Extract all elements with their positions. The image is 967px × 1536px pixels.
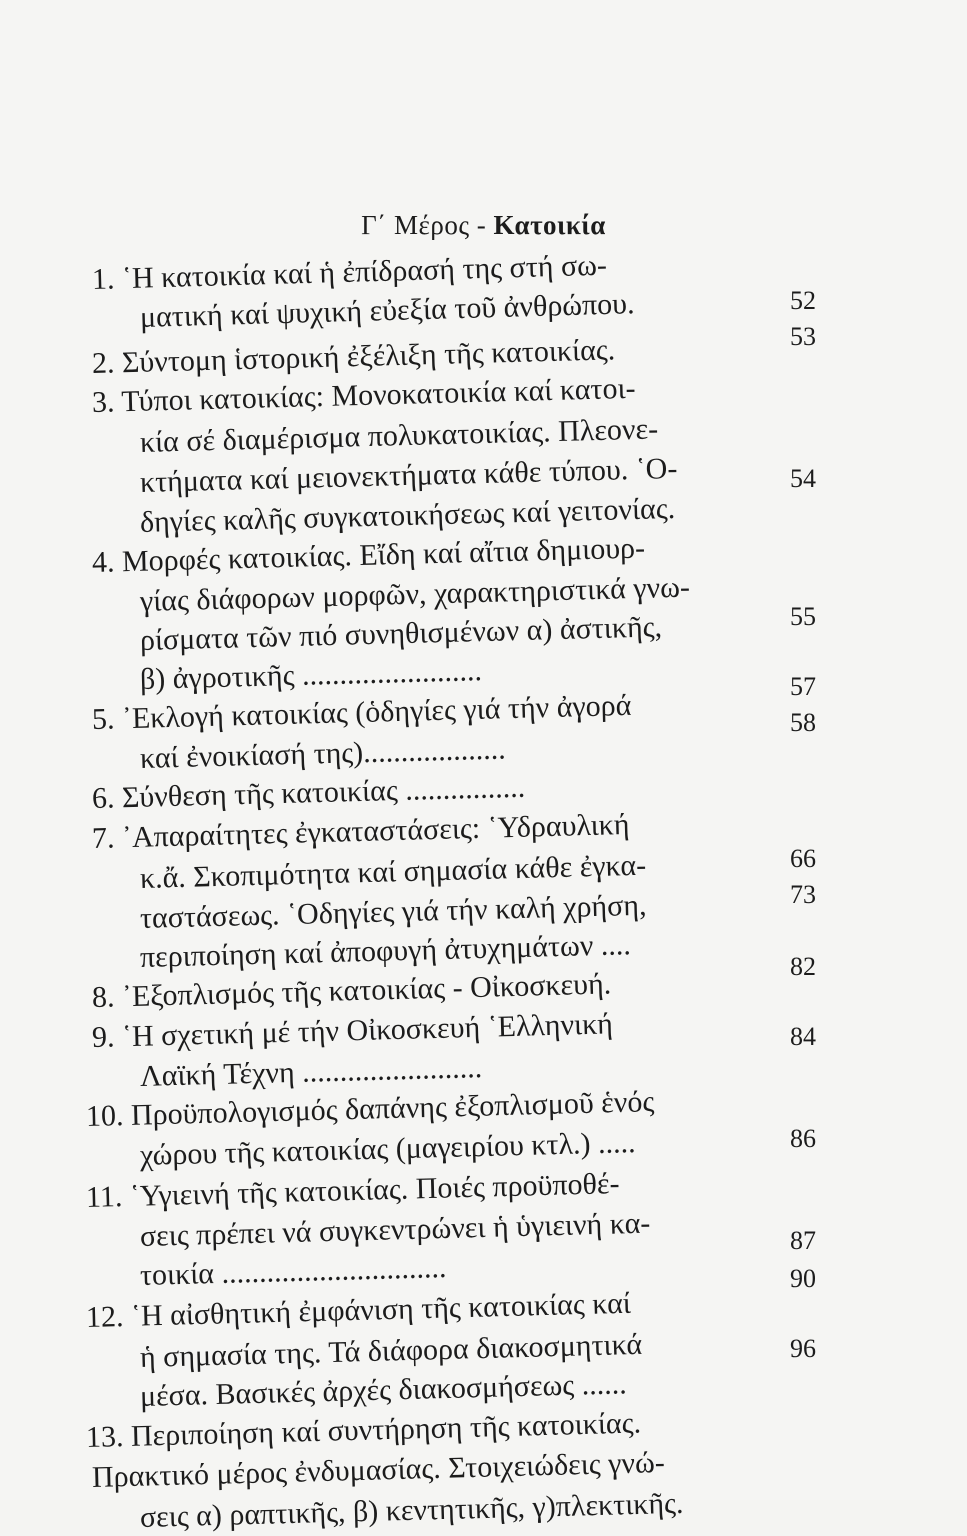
page-number: 54 — [790, 464, 816, 493]
toc-line: 10. Προϋπολογισμός δαπάνης ἐξοπλισμοῦ ἑνός — [85, 1085, 655, 1133]
toc-line: 9. ῾Η σχετική μέ τήν Οἰκοσκευή ῾Ελληνική — [91, 1007, 614, 1054]
toc-line: γίας διάφορων μορφῶν, χαρακτηριστικά γνω- — [139, 570, 691, 618]
toc-line: κία σέ διαμέρισμα πολυκατοικίας. Πλεονε- — [139, 412, 659, 459]
page-number: 53 — [790, 322, 816, 351]
page-number: 84 — [790, 1022, 816, 1051]
toc-line: ρίσματα τῶν πιό συνηθισμένων α) ἀστικῆς, — [139, 610, 663, 657]
toc-line: Λαϊκή Τέχνη ........................ — [139, 1051, 483, 1093]
page-number: 66 — [790, 844, 816, 873]
toc-line: τοικία .............................. — [139, 1250, 447, 1292]
toc-line: δηγίες καλῆς συγκατοικήσεως καί γειτονίας. — [139, 491, 676, 539]
toc-line: 13. Περιποίηση καί συντήρηση τῆς κατοικίας. — [85, 1406, 642, 1454]
toc-line: ταστάσεως. ῾Οδηγίες γιά τήν καλή χρήση, — [139, 888, 647, 935]
toc-line: 1. ῾Η κατοικία καί ἡ ἐπίδρασή της στή σω- — [91, 248, 608, 296]
page-number: 90 — [790, 1264, 816, 1293]
toc-line: χώρου τῆς κατοικίας (μαγειρίου κτλ.) ..... — [139, 1126, 636, 1172]
toc-line: 2. Σύντομη ἱστορική ἐξέλιξη τῆς κατοικίας. — [91, 333, 616, 380]
toc-line: 11. ῾Υγιεινή τῆς κατοικίας. Ποιές προϋποθέ- — [85, 1167, 620, 1214]
toc-line: 6. Σύνθεση τῆς κατοικίας ................ — [91, 770, 526, 815]
page-number: 96 — [790, 1334, 816, 1363]
section-heading-title: Κατοικία — [493, 210, 606, 240]
section-heading — [0, 210, 967, 241]
toc-line: περιποίηση καί ἀποφυγή ἀτυχημάτων .... — [139, 928, 632, 974]
page-number: 58 — [790, 708, 816, 737]
toc-line: 5. ᾿Εκλογή κατοικίας (ὁδηγίες γιά τήν ἀγορά — [91, 688, 632, 736]
toc-line: μέσα. Βασικές ἀρχές διακοσμήσεως ...... — [139, 1367, 628, 1413]
toc-line: σεις πρέπει νά συγκεντρώνει ἡ ὑγιεινή κα- — [139, 1206, 651, 1253]
toc-line: 7. ᾿Απαραίτητες ἐγκαταστάσεις: ῾Υδραυλική — [91, 807, 630, 855]
toc-line: ματική καί ψυχική εὐεξία τοῦ ἀνθρώπου. — [139, 287, 635, 334]
page-number: 82 — [790, 952, 816, 981]
toc-line: 12. ῾Η αἰσθητική ἐμφάνιση τῆς κατοικίας καί — [85, 1286, 632, 1334]
toc-line: 4. Μορφές κατοικίας. Εἴδη καί αἴτια δημιουρ- — [91, 531, 646, 579]
toc-line: 3. Τύποι κατοικίας: Μονοκατοικία καί κατοι- — [91, 371, 636, 419]
toc-line: καί ἐνοικίασή της)................... — [139, 732, 507, 775]
toc-line: κ.ἄ. Σκοπιμότητα καί σημασία κάθε ἐγκα- — [139, 848, 647, 895]
toc-line: Πρακτικό μέρος ἐνδυμασίας. Στοιχειώδεις γνώ- — [91, 1446, 666, 1494]
toc-line: β) ἀγροτικῆς ........................ — [139, 654, 483, 696]
toc-line: κτήματα καί μειονεκτήματα κάθε τύπου. ῾Ο- — [139, 451, 678, 499]
toc-line: σεις α) ραπτικῆς, β) κεντητικῆς, γ)πλεκτικῆς. — [139, 1486, 684, 1534]
toc-line: ἡ σημασία της. Τά διάφορα διακοσμητικά — [139, 1327, 643, 1374]
page-number: 57 — [790, 672, 816, 701]
page-number: 73 — [790, 880, 816, 909]
page-number: 52 — [790, 286, 816, 315]
toc-line: 8. ᾿Εξοπλισμός τῆς κατοικίας - Οἰκοσκευή. — [91, 967, 612, 1014]
section-heading-prefix: Γ΄ Μέρος - — [361, 210, 494, 240]
page-number: 87 — [790, 1226, 816, 1255]
page-number: 55 — [790, 602, 816, 631]
page-number: 86 — [790, 1124, 816, 1153]
